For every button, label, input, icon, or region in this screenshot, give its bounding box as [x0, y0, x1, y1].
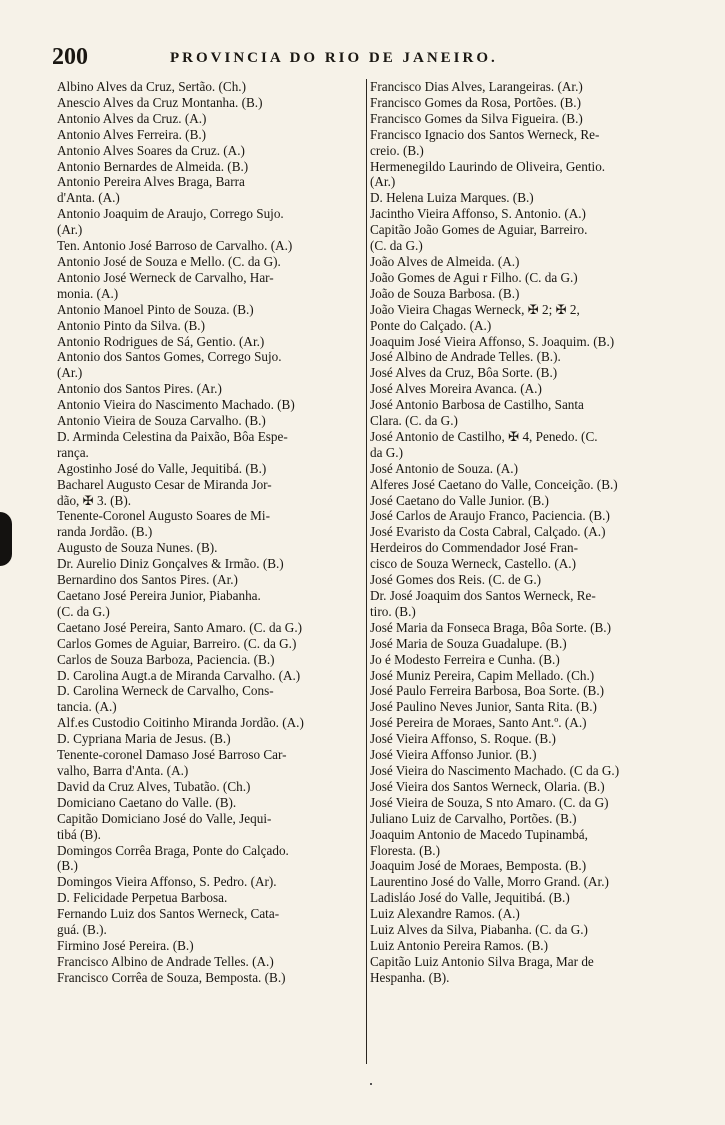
directory-entry: José Paulo Ferreira Barbosa, Boa Sorte. (B.)	[370, 683, 605, 699]
directory-entry: José Carlos de Araujo Franco, Paciencia. (B.)	[370, 508, 610, 524]
directory-entry: (B.)	[57, 858, 78, 874]
directory-entry: Antonio Bernardes de Almeida. (B.)	[57, 158, 249, 174]
directory-entry: Carlos de Souza Barboza, Paciencia. (B.)	[57, 651, 275, 667]
directory-entry: Ten. Antonio José Barroso de Carvalho. (A.)	[57, 238, 293, 254]
directory-entry: Antonio Alves da Cruz. (A.)	[57, 110, 207, 126]
directory-entry: João Vieira Chagas Werneck, ✠ 2; ✠ 2,	[370, 301, 580, 317]
directory-entry: Ponte do Calçado. (A.)	[370, 317, 492, 333]
directory-entry: José Alves da Cruz, Bôa Sorte. (B.)	[370, 365, 558, 381]
directory-entry: D. Arminda Celestina da Paixão, Bôa Espe-	[57, 428, 288, 444]
directory-entry: Antonio Alves Soares da Cruz. (A.)	[57, 142, 245, 158]
directory-entry: José Evaristo da Costa Cabral, Calçado. (A.)	[370, 524, 606, 540]
ink-speck	[370, 1083, 372, 1085]
directory-entry: Agostinho José do Valle, Jequitibá. (B.)	[57, 460, 267, 476]
directory-entry: Anescio Alves da Cruz Montanha. (B.)	[57, 94, 263, 110]
directory-entry: Antonio Manoel Pinto de Souza. (B.)	[57, 301, 254, 317]
directory-entry: Antonio dos Santos Pires. (Ar.)	[57, 381, 222, 397]
directory-entry: Tenente-Coronel Augusto Soares de Mi-	[57, 508, 270, 524]
directory-entry: Joaquim José de Moraes, Bemposta. (B.)	[370, 858, 587, 874]
directory-entry: d'Anta. (A.)	[57, 190, 120, 206]
directory-entry: Jo é Modesto Ferreira e Cunha. (B.)	[370, 651, 560, 667]
directory-entry: Albino Alves da Cruz, Sertão. (Ch.)	[57, 79, 246, 94]
directory-entry: Joaquim Antonio de Macedo Tupinambá,	[370, 826, 588, 842]
directory-entry: D. Helena Luiza Marques. (B.)	[370, 190, 534, 206]
binding-shadow	[0, 512, 12, 566]
directory-entry: (C. da G.)	[57, 603, 110, 619]
directory-entry: (Ar.)	[370, 174, 396, 190]
directory-entry: D. Cypriana Maria de Jesus. (B.)	[57, 731, 231, 747]
directory-entry: Capitão Luiz Antonio Silva Braga, Mar de	[370, 953, 594, 969]
directory-entry: José Caetano do Valle Junior. (B.)	[370, 492, 549, 508]
directory-entry: Domingos Corrêa Braga, Ponte do Calçado.	[57, 842, 289, 858]
directory-entry: Bacharel Augusto Cesar de Miranda Jor-	[57, 476, 272, 492]
directory-entry: João Alves de Almeida. (A.)	[370, 253, 520, 269]
directory-entry: João Gomes de Agui r Filho. (C. da G.)	[370, 269, 578, 285]
directory-entry: Capitão João Gomes de Aguiar, Barreiro.	[370, 222, 588, 238]
left-column	[57, 79, 365, 986]
directory-entry: (Ar.)	[57, 365, 83, 381]
directory-entry: dão, ✠ 3. (B).	[57, 492, 132, 508]
directory-entry: Tenente-coronel Damaso José Barroso Car-	[57, 747, 287, 763]
directory-entry: Antonio José Werneck de Carvalho, Har-	[57, 269, 274, 285]
directory-entry: rança.	[57, 444, 89, 460]
directory-entry: Francisco Gomes da Silva Figueira. (B.)	[370, 110, 583, 126]
directory-entry: Clara. (C. da G.)	[370, 413, 458, 429]
directory-entry: Francisco Dias Alves, Larangeiras. (Ar.)	[370, 79, 583, 94]
directory-entry: Antonio Vieira de Souza Carvalho. (B.)	[57, 413, 266, 429]
directory-entry: tiro. (B.)	[370, 603, 416, 619]
directory-entry: tancia. (A.)	[57, 699, 117, 715]
page-header	[0, 40, 725, 74]
directory-entry: Carlos Gomes de Aguiar, Barreiro. (C. da G.)	[57, 635, 297, 651]
directory-entry: (C. da G.)	[370, 238, 423, 254]
directory-entry: David da Cruz Alves, Tubatão. (Ch.)	[57, 778, 251, 794]
directory-entry: Antonio José de Souza e Mello. (C. da G).	[57, 253, 281, 269]
directory-entry: Francisco Gomes da Rosa, Portões. (B.)	[370, 94, 581, 110]
directory-entry: José Pereira de Moraes, Santo Ant.º. (A.)	[370, 715, 587, 731]
column-divider	[366, 79, 367, 1064]
directory-entry: da G.)	[370, 444, 403, 460]
directory-entry: Antonio Pinto da Silva. (B.)	[57, 317, 205, 333]
directory-entry: Capitão Domiciano José do Valle, Jequi-	[57, 810, 272, 826]
directory-entry: Antonio Vieira do Nascimento Machado. (B)	[57, 397, 295, 413]
directory-entry: Domingos Vieira Affonso, S. Pedro. (Ar).	[57, 874, 277, 890]
directory-entry: Hespanha. (B).	[370, 969, 450, 985]
directory-entry: José Antonio Barbosa de Castilho, Santa	[370, 397, 584, 413]
directory-entry: Luiz Alves da Silva, Piabanha. (C. da G.)	[370, 922, 588, 938]
directory-entry: José Muniz Pereira, Capim Mellado. (Ch.)	[370, 667, 595, 683]
directory-entry: Luiz Alexandre Ramos. (A.)	[370, 906, 520, 922]
directory-entry: Domiciano Caetano do Valle. (B).	[57, 794, 237, 810]
directory-entry: Dr. José Joaquim dos Santos Werneck, Re-	[370, 588, 596, 603]
directory-entry: D. Carolina Werneck de Carvalho, Cons-	[57, 683, 274, 699]
directory-entry: José Albino de Andrade Telles. (B.).	[370, 349, 561, 365]
directory-entry: Joaquim José Vieira Affonso, S. Joaquim. (B.)	[370, 333, 615, 349]
directory-entry: Hermenegildo Laurindo de Oliveira, Gentio.	[370, 158, 606, 174]
directory-entry: José Antonio de Castilho, ✠ 4, Penedo. (C.	[370, 428, 598, 444]
directory-entry: José Vieira do Nascimento Machado. (C da G.)	[370, 762, 620, 778]
directory-entry: José Maria de Souza Guadalupe. (B.)	[370, 635, 567, 651]
directory-entry: José Vieira de Souza, S nto Amaro. (C. da G)	[370, 794, 609, 810]
directory-entry: Francisco Corrêa de Souza, Bemposta. (B.)	[57, 969, 286, 985]
directory-entry: Caetano José Pereira, Santo Amaro. (C. da G.)	[57, 619, 303, 635]
directory-entry: João de Souza Barbosa. (B.)	[370, 285, 520, 301]
directory-entry: guá. (B.).	[57, 922, 107, 938]
directory-entry: José Maria da Fonseca Braga, Bôa Sorte. (B.)	[370, 619, 611, 635]
directory-entry: Antonio dos Santos Gomes, Corrego Sujo.	[57, 349, 282, 365]
directory-entry: José Vieira Affonso Junior. (B.)	[370, 747, 537, 763]
directory-entry: valho, Barra d'Anta. (A.)	[57, 762, 189, 778]
directory-entry: Antonio Pereira Alves Braga, Barra	[57, 174, 245, 190]
directory-entry: Luiz Antonio Pereira Ramos. (B.)	[370, 937, 548, 953]
directory-entry: Alferes José Caetano do Valle, Conceição. (B.)	[370, 476, 618, 492]
directory-entry: Fernando Luiz dos Santos Werneck, Cata-	[57, 906, 280, 922]
directory-entry: Augusto de Souza Nunes. (B).	[57, 540, 218, 556]
directory-entry: tibá (B).	[57, 826, 101, 842]
directory-entry: Caetano José Pereira Junior, Piabanha.	[57, 588, 261, 603]
directory-entry: Francisco Ignacio dos Santos Werneck, Re-	[370, 126, 600, 142]
page-number: 200	[52, 44, 88, 70]
directory-entry: Alf.es Custodio Coitinho Miranda Jordão. (A.)	[57, 715, 304, 731]
directory-entry: Firmino José Pereira. (B.)	[57, 937, 194, 953]
right-column	[370, 79, 688, 986]
directory-entry: Ladisláo José do Valle, Jequitibá. (B.)	[370, 890, 570, 906]
directory-entry: Juliano Luiz de Carvalho, Portões. (B.)	[370, 810, 577, 826]
directory-entry: José Vieira dos Santos Werneck, Olaria. (B.)	[370, 778, 605, 794]
directory-entry: D. Felicidade Perpetua Barbosa.	[57, 890, 228, 906]
directory-entry: Antonio Alves Ferreira. (B.)	[57, 126, 207, 142]
directory-entry: cisco de Souza Werneck, Castello. (A.)	[370, 556, 576, 572]
directory-entry: José Vieira Affonso, S. Roque. (B.)	[370, 731, 556, 747]
directory-entry: creio. (B.)	[370, 142, 424, 158]
directory-entry: randa Jordão. (B.)	[57, 524, 153, 540]
directory-entry: José Alves Moreira Avanca. (A.)	[370, 381, 542, 397]
directory-entry: Jacintho Vieira Affonso, S. Antonio. (A.)	[370, 206, 586, 222]
directory-entry: Floresta. (B.)	[370, 842, 440, 858]
directory-entry: José Antonio de Souza. (A.)	[370, 460, 518, 476]
directory-entry: Antonio Joaquim de Araujo, Corrego Sujo.	[57, 206, 284, 222]
directory-entry: José Gomes dos Reis. (C. de G.)	[370, 572, 542, 588]
directory-entry: monia. (A.)	[57, 285, 119, 301]
directory-entry: José Paulino Neves Junior, Santa Rita. (B.)	[370, 699, 597, 715]
directory-entry: Laurentino José do Valle, Morro Grand. (Ar.)	[370, 874, 609, 890]
directory-entry: Antonio Rodrigues de Sá, Gentio. (Ar.)	[57, 333, 265, 349]
directory-entry: (Ar.)	[57, 222, 83, 238]
directory-entry: Bernardino dos Santos Pires. (Ar.)	[57, 572, 238, 588]
directory-entry: Herdeiros do Commendador José Fran-	[370, 540, 579, 556]
directory-entry: D. Carolina Augt.a de Miranda Carvalho. (A.)	[57, 667, 301, 683]
directory-entry: Dr. Aurelio Diniz Gonçalves & Irmão. (B.)	[57, 556, 284, 572]
running-title: PROVINCIA DO RIO DE JANEIRO.	[170, 50, 498, 66]
directory-entry: Francisco Albino de Andrade Telles. (A.)	[57, 953, 274, 969]
